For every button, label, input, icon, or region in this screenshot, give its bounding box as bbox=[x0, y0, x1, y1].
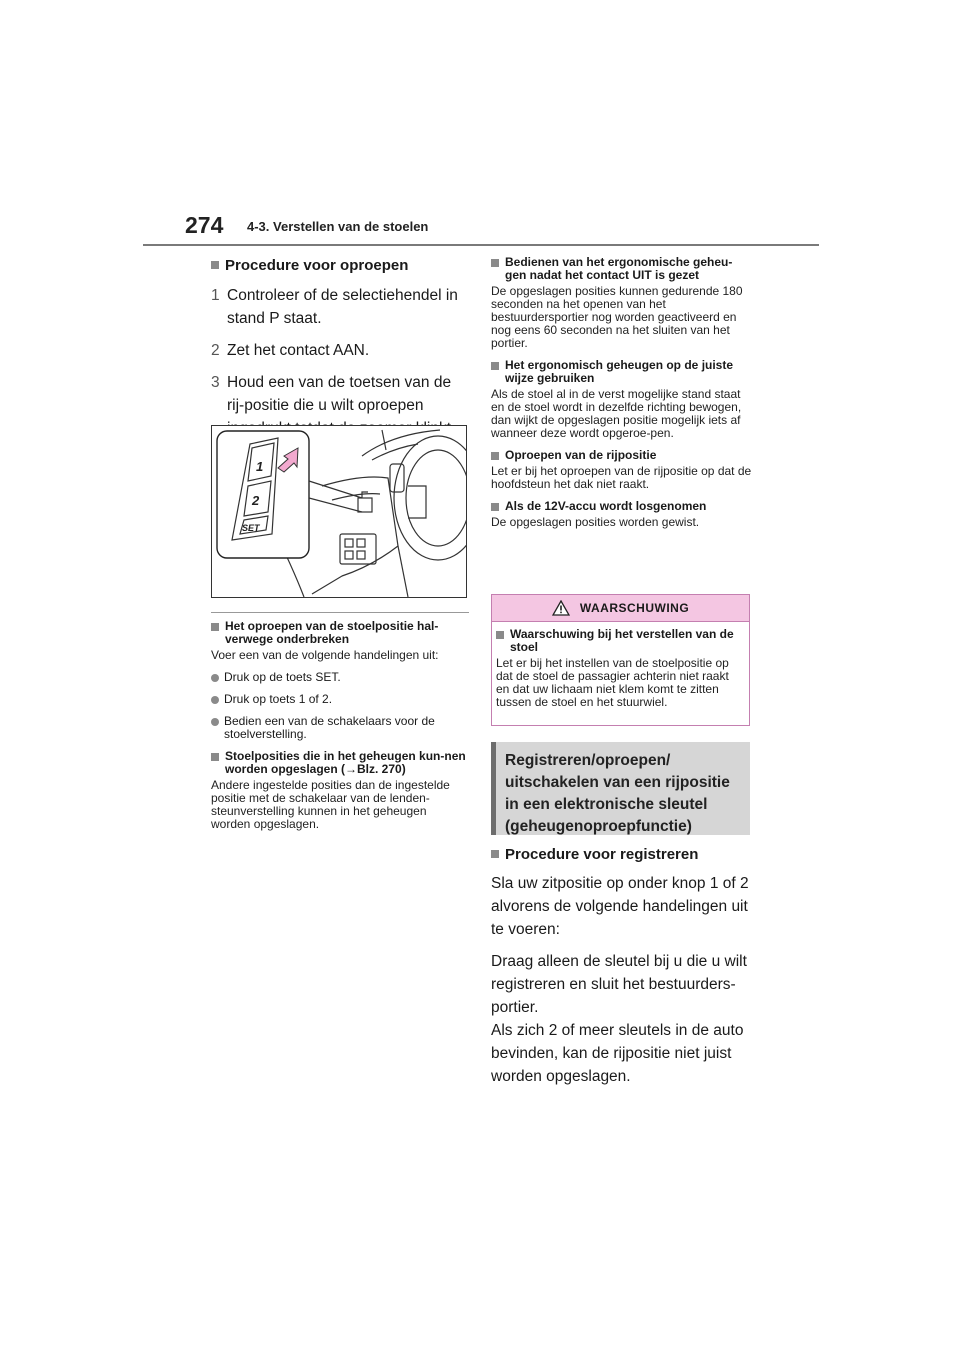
list-item: Druk op toets 1 of 2. bbox=[211, 693, 469, 706]
square-bullet-icon bbox=[211, 753, 219, 761]
note-text: De opgeslagen posities worden gewist. bbox=[491, 515, 700, 529]
note-heading: Bedienen van het ergonomische geheu-gen nadat het contact UIT is gezet bbox=[491, 256, 753, 282]
switch-label-2: 2 bbox=[252, 493, 260, 508]
section-title-line: in een elektronische sleutel bbox=[505, 796, 708, 813]
procedure-recall bbox=[211, 256, 469, 449]
note-text-interrupt: Voer een van de volgende handelingen uit: bbox=[211, 648, 439, 662]
section-title-line: (geheugenoproepfunctie) bbox=[505, 818, 692, 835]
square-bullet-icon bbox=[491, 850, 499, 858]
door-memory-switch-illustration bbox=[211, 425, 467, 598]
register-paragraph: Sla uw zitpositie op onder knop 1 of 2 alvorens de volgende handelingen uit te voeren: bbox=[491, 875, 749, 938]
figure-rule bbox=[211, 612, 469, 613]
square-bullet-icon bbox=[496, 631, 504, 639]
note-heading: Het ergonomisch geheugen op de juiste wijze gebruiken bbox=[491, 359, 753, 385]
page-number: 274 bbox=[185, 212, 224, 238]
list-item: Bedien een van de schakelaars voor de stoelverstelling. bbox=[211, 715, 469, 741]
section-title-line: uitschakelen van een rijpositie bbox=[505, 774, 730, 791]
section-title-line: Registreren/oproepen/ bbox=[505, 752, 671, 769]
step-3: 3 Houd een van de toetsen van de rij-positie die u wilt oproepen bbox=[211, 374, 452, 414]
square-bullet-icon bbox=[491, 259, 499, 267]
warning-header bbox=[492, 595, 749, 622]
register-paragraph: Draag alleen de sleutel bij u die u wilt registreren en sluit het bestuurders-portier. bbox=[491, 953, 747, 1016]
note-heading-memory-positions: Stoelposities die in het geheugen kun-nen worden opgeslagen (→Blz. 270) bbox=[211, 750, 469, 776]
warning-box bbox=[491, 594, 750, 726]
note-text-memory-positions: Andere ingestelde posities dan de ingestelde positie met de schakelaar van de lenden-steunverstelling kunnen in het geheugen worden opgeslagen. bbox=[211, 778, 450, 831]
round-bullet-icon bbox=[211, 696, 219, 704]
left-notes bbox=[211, 620, 469, 840]
chapter-title: 4-3. Verstellen van de stoelen bbox=[247, 219, 429, 234]
square-bullet-icon bbox=[211, 261, 219, 269]
door-panel-drawing bbox=[212, 426, 466, 597]
note-text: De opgeslagen posities kunnen gedurende 180 seconden na het openen van het bestuurdersportier nog worden geactiveerd en nog eens 60 seconden na het sluiten van het portier. bbox=[491, 284, 743, 350]
round-bullet-icon bbox=[211, 674, 219, 682]
note-heading: Als de 12V-accu wordt losgenomen bbox=[491, 500, 753, 513]
note-heading: Oproepen van de rijpositie bbox=[491, 449, 753, 462]
warning-title: WAARSCHUWING bbox=[579, 601, 690, 615]
step-1: 1 Controleer of de selectiehendel in stand P staat. bbox=[211, 287, 458, 327]
header-rule bbox=[143, 244, 819, 246]
note-heading-interrupt: Het oproepen van de stoelpositie hal-verwege onderbreken bbox=[211, 620, 469, 646]
procedure-recall-heading: Procedure voor oproepen bbox=[211, 256, 469, 275]
square-bullet-icon bbox=[491, 503, 499, 511]
note-text: Als de stoel al in de verst mogelijke stand staat en de stoel wordt in dezelfde richting bewogen, dan wijkt de opgeslagen positie mogelijk iets af wanneer deze wordt opgeroe-pen. bbox=[491, 387, 742, 440]
switch-label-set: SET bbox=[242, 523, 260, 533]
square-bullet-icon bbox=[491, 452, 499, 460]
register-paragraph: Als zich 2 of meer sleutels in de auto bevinden, kan de rijpositie niet juist worden opgeslagen. bbox=[491, 1022, 744, 1085]
warning-heading: Waarschuwing bij het verstellen van de stoel bbox=[496, 628, 745, 654]
square-bullet-icon bbox=[491, 362, 499, 370]
right-notes bbox=[491, 256, 753, 538]
warning-triangle-icon bbox=[552, 600, 570, 616]
step-2: 2 Zet het contact AAN. bbox=[211, 342, 370, 359]
square-bullet-icon bbox=[211, 623, 219, 631]
note-text: Let er bij het oproepen van de rijpositie op dat de hoofdsteun het dak niet raakt. bbox=[491, 464, 752, 491]
warning-text: Let er bij het instellen van de stoelpositie op dat de stoel de passagier achterin niet raakt en dat uw lichaam niet klem komt te zitten tussen de stoel en het stuurwiel. bbox=[496, 656, 729, 709]
round-bullet-icon bbox=[211, 718, 219, 726]
procedure-register bbox=[491, 845, 753, 1097]
section-title-box bbox=[491, 742, 750, 835]
procedure-register-heading: Procedure voor registreren bbox=[491, 845, 753, 864]
list-item: Druk op de toets SET. bbox=[211, 671, 469, 684]
switch-label-1: 1 bbox=[256, 459, 264, 474]
